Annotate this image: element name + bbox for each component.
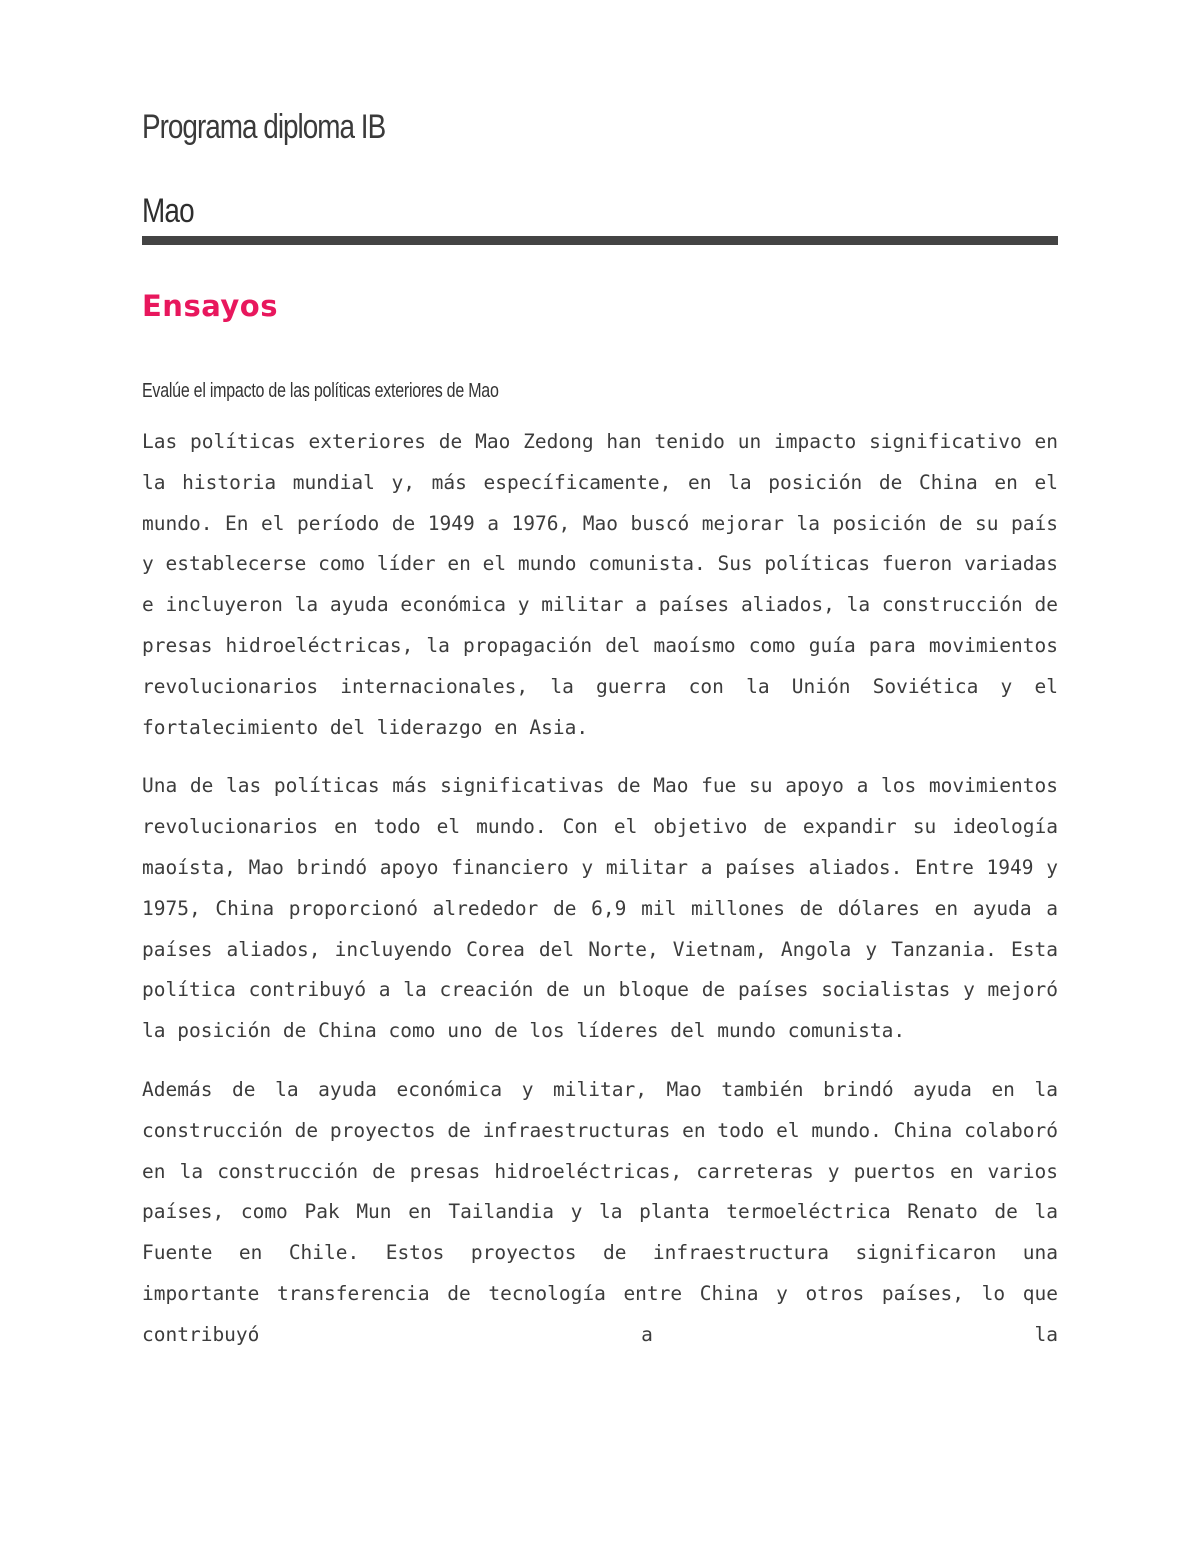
paragraph: Las políticas exteriores de Mao Zedong han tenido un impacto significativo en la historia mundial y, más específicamente, en la posición de China en el mundo. En el período de 1949 a 1976, Mao buscó mejorar la posición de su país y establecerse como líder en el mundo comunista. Sus políticas fueron variadas e incluyeron la ayuda económica y militar a países aliados, la construcción de presas hidroeléctricas, la propagación del maoísmo como guía para movimientos revolucionarios internacionales, la guerra con la Unión Soviética y el fortalecimiento del liderazgo en Asia. <box>142 430 1058 739</box>
paragraph: Una de las políticas más significativas de Mao fue su apoyo a los movimientos revolucionarios en todo el mundo. Con el objetivo de expandir su ideología maoísta, Mao brindó apoyo financiero y militar a países aliados. Entre 1949 y 1975, China proporcionó alrededor de 6,9 mil millones de dólares en ayuda a países aliados, incluyendo Corea del Norte, Vietnam, Angola y Tanzania. Esta política contribuyó a la creación de un bloque de países socialistas y mejoró la posición de China como uno de los líderes del mundo comunista. <box>142 774 1058 1043</box>
section-heading: Ensayos <box>142 289 278 323</box>
essay-title: Evalúe el impacto de las políticas exteriores de Mao <box>142 380 499 402</box>
document-header-title: Programa diploma IB <box>142 108 386 146</box>
subject-title: Mao <box>142 192 194 230</box>
title-divider <box>142 236 1058 245</box>
essay-body <box>142 422 1058 1374</box>
paragraph: Además de la ayuda económica y militar, Mao también brindó ayuda en la construcción de proyectos de infraestructuras en todo el mundo. China colaboró en la construcción de presas hidroeléctricas, carreteras y puertos en varios países, como Pak Mun en Tailandia y la planta termoeléctrica Renato de la Fuente en Chile. Estos proyectos de infraestructura significaron una importante transferencia de tecnología entre China y otros países, lo que contribuyó a la <box>142 1077 1058 1346</box>
